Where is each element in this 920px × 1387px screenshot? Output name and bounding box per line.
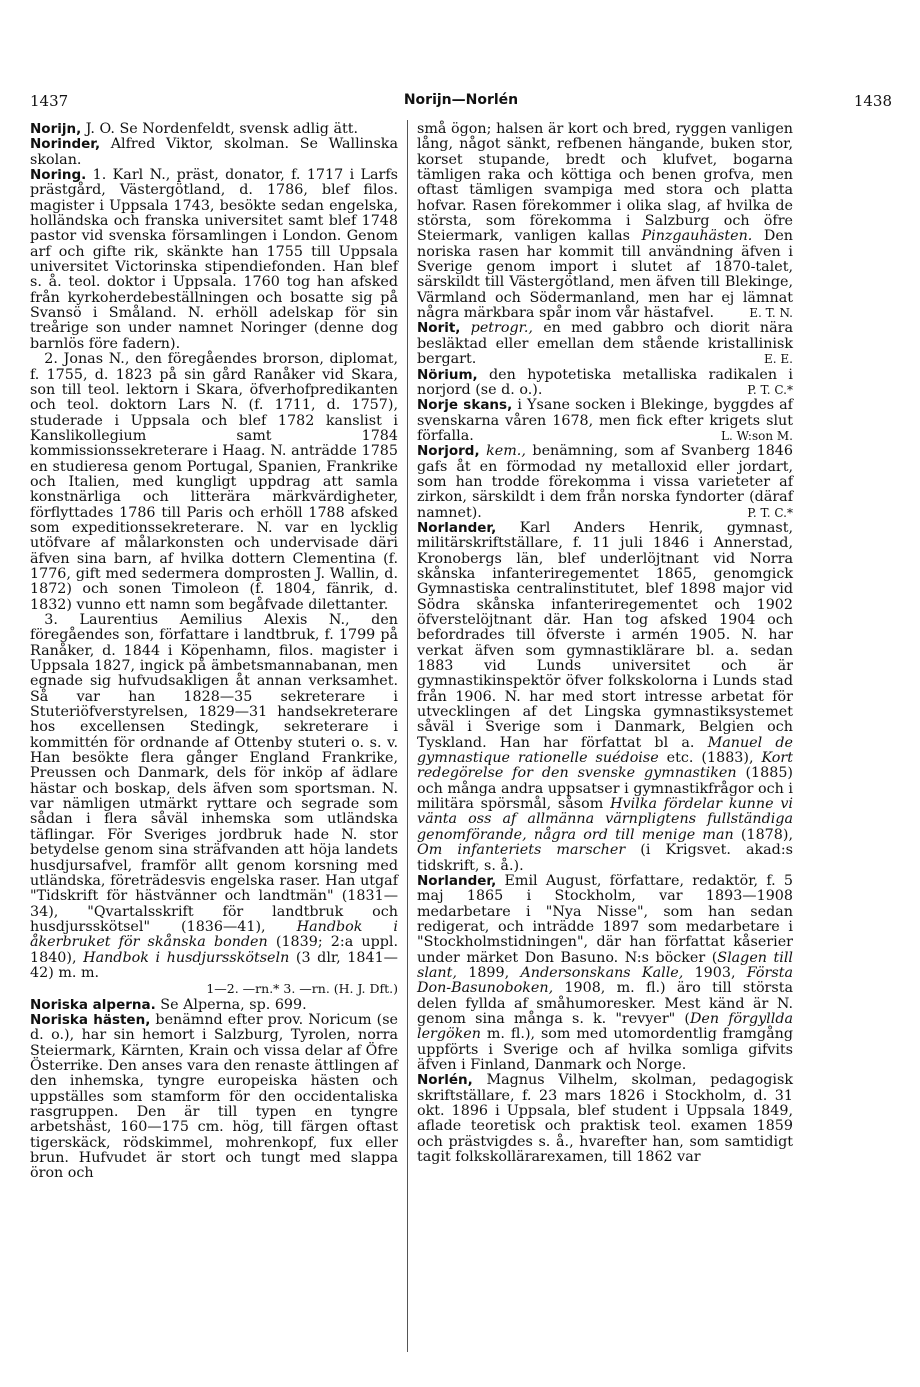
right-page-number: 1438 [853,92,892,110]
book-title: Hvilka fördelar kunne vi vänta oss af allmänna värnpligtens fullständiga genomförande, några ord till menige man [417,796,793,843]
book-title: Den förgyllda lergöken [417,1010,793,1043]
book-title: Manuel de gymnastique rationelle suédoise [417,734,793,767]
entry-norjord [417,444,793,521]
column-divider [407,120,408,1352]
signature: E. E. [764,352,793,367]
headword: Norijn, [30,121,82,137]
left-column [30,122,398,1182]
headword: Norlén, [417,1072,473,1089]
headword: Nörium, [417,366,478,383]
book-title: Andersonskans Kalle, [520,964,684,981]
entry-norlander-karl [417,521,793,874]
signature-line [30,981,398,997]
entry-text: (3 dlr, 1841—42) m. m. [30,949,398,981]
entry-noring-2 [30,352,398,613]
headword: Noring. [30,167,87,184]
signature: E. T. N. [749,306,793,321]
entry-norje-skans [417,398,793,444]
book-title: Kort redegörelse for den svenske gymnastiken [417,750,793,782]
entry-noring [30,168,398,352]
headword: Norit, [417,320,461,337]
entry-text: benämnd efter prov. Noricum (se d. o.), har sin hemort i Salzburg, Tyrolen, norra Steiermark, Kärnten, Krain och vissa delar af Öfre Österrike. Den anses vara den renaste ättlingen af den inhemska, tyngre europeiska hästen och uppställes som stamform för den occidentaliska rasgruppen. Den är till typen en tyngre arbetshäst, 160—175 cm. hög, till färgen oftast tigerskäck, rödskimmel, mohrenkopf, fux eller brun. Hufvudet är stort och tungt med slappa öron och [30,1011,398,1182]
entry-text: J. O. Se Nordenfeldt, svensk adlig ätt. [81,121,359,137]
entry-text: (i Krigsvet. akad:s tidskrift, s. å.). [417,842,793,874]
signature: P. T. C.* [747,505,793,520]
book-title: Handbok i åkerbruket för skånska bonden [30,918,398,951]
entry-text: Emil August, författare, redaktör, f. 5 maj 1865 i Stockholm, var 1893—1908 medarbetare i "Nya Nisse", som han sedan redigerat, och inträdde 1897 som medarbetare i "Stockholmstidningen", där han författat kåserier under märket Don Basuno. N:s böcker ( [417,872,793,966]
field-label: petrogr., [460,320,533,337]
left-page-number: 1437 [30,92,69,110]
entry-continuation [417,122,793,321]
entry-norit [417,321,793,367]
entry-noring-3 [30,613,398,981]
signature: 1—2. —rn.* 3. —rn. (H. J. Dft.) [206,981,398,997]
entry-text: Se Alperna, sp. 699. [155,996,307,1013]
headword: Noriska hästen, [30,1011,151,1028]
entry-text: benämning, som af Svanberg 1846 gafs åt en förmodad ny metalloxid eller jordart, som han trodde förekomma i vissa varieteter af zirkon, särskildt i dem från norska fyndorter (däraf namnet). [417,443,793,521]
signature: P. T. C.* [747,382,793,397]
entry-text: etc. (1883), [658,750,762,767]
entry-norlander-emil [417,874,793,1073]
entry-text: 1903, [683,964,747,981]
entry-text: m. fl.), som med utomordentlig framgång uppförts i Sverige och af hvilka somliga gifvits äfven i Finland, Danmark och Norge. [417,1026,793,1073]
running-title: Norijn—Norlén [403,92,519,108]
entry-text: 3. Laurentius Aemilius Alexis N., den föregåendes son, författare i landtbruk, f. 1799 på Ranåker, d. 1844 i Köpenhamn, filos. magister i Uppsala 1827, ingick på ämbetsmannabanan, men egnade sig hufvudsakligen åt annan verksamhet. Så var han 1828—35 sekreterare i Stuteriöfverstyrelsen, 1829—31 handsekreterare hos excellensen Stedingk, sekreterare i kommittén för ordnande af Ottenby stuteri o. s. v. Han besökte flera gånger England Frankrike, Preussen och Danmark, dels för inköp af ädlare hästar och boskap, dels äfven som sportsman. N. var nämligen utmärkt ryttare och segrade som sådan i flera såväl inhemska som utländska täflingar. För Sveriges jordbruk hade N. stor betydelse genom sina sträfvanden att höja landets husdjursafvel, framför allt genom korsning med utländska, företrädesvis engelska raser. Han utgaf "Tidskrift för hästvänner och landtmän" (1831—34), "Qvartalsskrift för landtbruk och husdjursskötsel" (1836—41), [30,612,398,935]
entry-text: små ögon; halsen är kort och bred, ryggen vanligen lång, något sänkt, refbenen hängande, buken stor, korset stupande, bredt och klufvet, bogarna tämligen raka och köttiga och benen grofva, men oftast tämligen svampiga med stora och platta hofvar. Rasen förekommer i olika slag, af hvilka de största, som förekomma i Salzburg och öfre Steiermark, vanligen kallas [417,121,793,245]
entry-text: Alfred Viktor, skolman. Se Wallinska skolan. [30,136,398,168]
entry-text: i Ysane socken i Blekinge, byggdes af svenskarna våren 1678, men fick efter krigets slut förfalla. [417,397,793,444]
entry-text: Magnus Vilhelm, skolman, pedagogisk skriftställare, f. 23 mars 1826 i Stockholm, d. 31 okt. 1896 i Uppsala, blef student i Uppsala 1849, aflade teoretisk och praktisk teol. examen 1859 och prästvigdes s. å., hvarefter han, som samtidigt tagit folkskollärarexamen, till 1862 var [417,1072,793,1166]
entry-text: (1885) och många andra uppsatser i gymnastikfrågor och i militära spörsmål, såsom [417,765,793,813]
entry-norium [417,368,793,399]
headword: Norinder, [30,136,101,153]
headword: Norlander, [417,872,497,889]
entry-text: (1878), [733,826,793,843]
book-title: Slagen till slant, [417,949,793,981]
entry-text: en med gabbro och diorit nära besläktad eller emellan dem stående kristallinisk bergart. [417,320,793,368]
entry-norijn [30,122,398,137]
page-header [30,92,892,114]
book-title: Första Don-Basunoboken, [417,964,793,997]
entry-text: den hypotetiska metalliska radikalen i norjord (se d. o.). [417,366,793,398]
book-title: Handbok i husdjursskötseln [83,949,290,966]
headword: Noriska alperna. [30,996,156,1013]
signature: L. W:son M. [721,428,793,443]
entry-text: 2. Jonas N., den föregåendes brorson, diplomat, f. 1755, d. 1823 på sin gård Ranåker vid Skara, son till teol. lektorn i Skara, öfverhofpredikanten och teol. doktorn Lars N. (f. 1711, d. 1757), studerade i Uppsala och blef 1782 kanslist i Kanslikollegium samt 1784 kommissionssekreterare i Haag. N. anträdde 1785 en studieresa genom Portugal, Spanien, Frankrike och Italien, med kungligt uppdrag att samla konstnärliga och litterära märkvärdigheter, förflyttades 1786 till Paris och erhöll 1788 afsked som expeditionssekreterare. N. var en lycklig utöfvare af målarkonsten och undervisade däri äfven sina barn, af hvilka dottern Clementina (f. 1776, gift med sedermera domprosten J. Wallin, d. 1872) och sonen Timoleon (f. 1804, fänrik, d. 1832) vunno ett namn som begåfvade dilettanter. [30,351,398,613]
entry-text: 1899, [456,964,521,981]
entry-text: 1908, m. fl.) äro till största delen fyllda af småhumoresker. Mest känd är N. genom sina många s. k. "revyer" ( [417,980,793,1027]
entry-noriska-hasten [30,1013,398,1182]
right-column [417,122,793,1165]
headword: Norjord, [417,443,480,460]
book-title: Om infanteriets marscher [417,842,626,859]
entry-text: Karl Anders Henrik, gymnast, militärskriftställare, f. 11 juli 1846 i Annerstad, Kronobergs län, blef underlöjtnant vid Norra skånska infanteriregementet 1865, genomgick Gymnastiska centralinstitutet, blef 1898 major vid Södra skånska infanteriregementet och 1902 öfverstelöjtnant där. Han tog afsked 1904 och befordrades till öfverste i armén 1905. N. har verkat äfven som gymnastiklärare bl. a. sedan 1883 vid Lunds universitet och är gymnastikinspektör öfver folkskolorna i Lunds stad från 1906. N. har med stort intresse arbetat för utvecklingen af det Lingska gymnastiksystemet såväl i Sverige som i Danmark, Belgien och Tyskland. Han har författat bl a. [417,519,793,751]
entry-text: Den noriska rasen har kommit till användning äfven i Sverige genom import i slutet af 1870-talet, särskildt till Västergötland, men äfven till Blekinge, Värmland och Södermanland, men har ej lämnat några märkbara spår inom vår hästafvel. [417,228,793,322]
entry-norinder [30,137,398,168]
term: Pinzgauhästen. [641,228,753,245]
entry-text: 1. Karl N., präst, donator, f. 1717 i Larfs prästgård, Västergötland, d. 1786, blef filos. magister i Uppsala 1743, besökte sedan engelska, holländska och franska universitet samt blef 1748 pastor vid svenska församlingen i London. Genom arf och gifte rik, skänkte han 1755 till Uppsala universitet Victorinska stipendiefonden. Han blef s. å. teol. doktor i Uppsala. 1760 tog han afsked från kyrkoherdebeställningen och bosatte sig på Svansö i Småland. N. erhöll adelskap för sin treårige son under namnet Noringer (denne dog barnlös före fadern). [30,167,398,352]
headword: Norlander, [417,519,497,536]
entry-noriska-alperna [30,998,398,1013]
entry-text: (1839; 2:a uppl. 1840), [30,934,398,966]
entry-norlen [417,1073,793,1165]
field-label: kem., [479,443,526,460]
headword: Norje skans, [417,397,513,414]
